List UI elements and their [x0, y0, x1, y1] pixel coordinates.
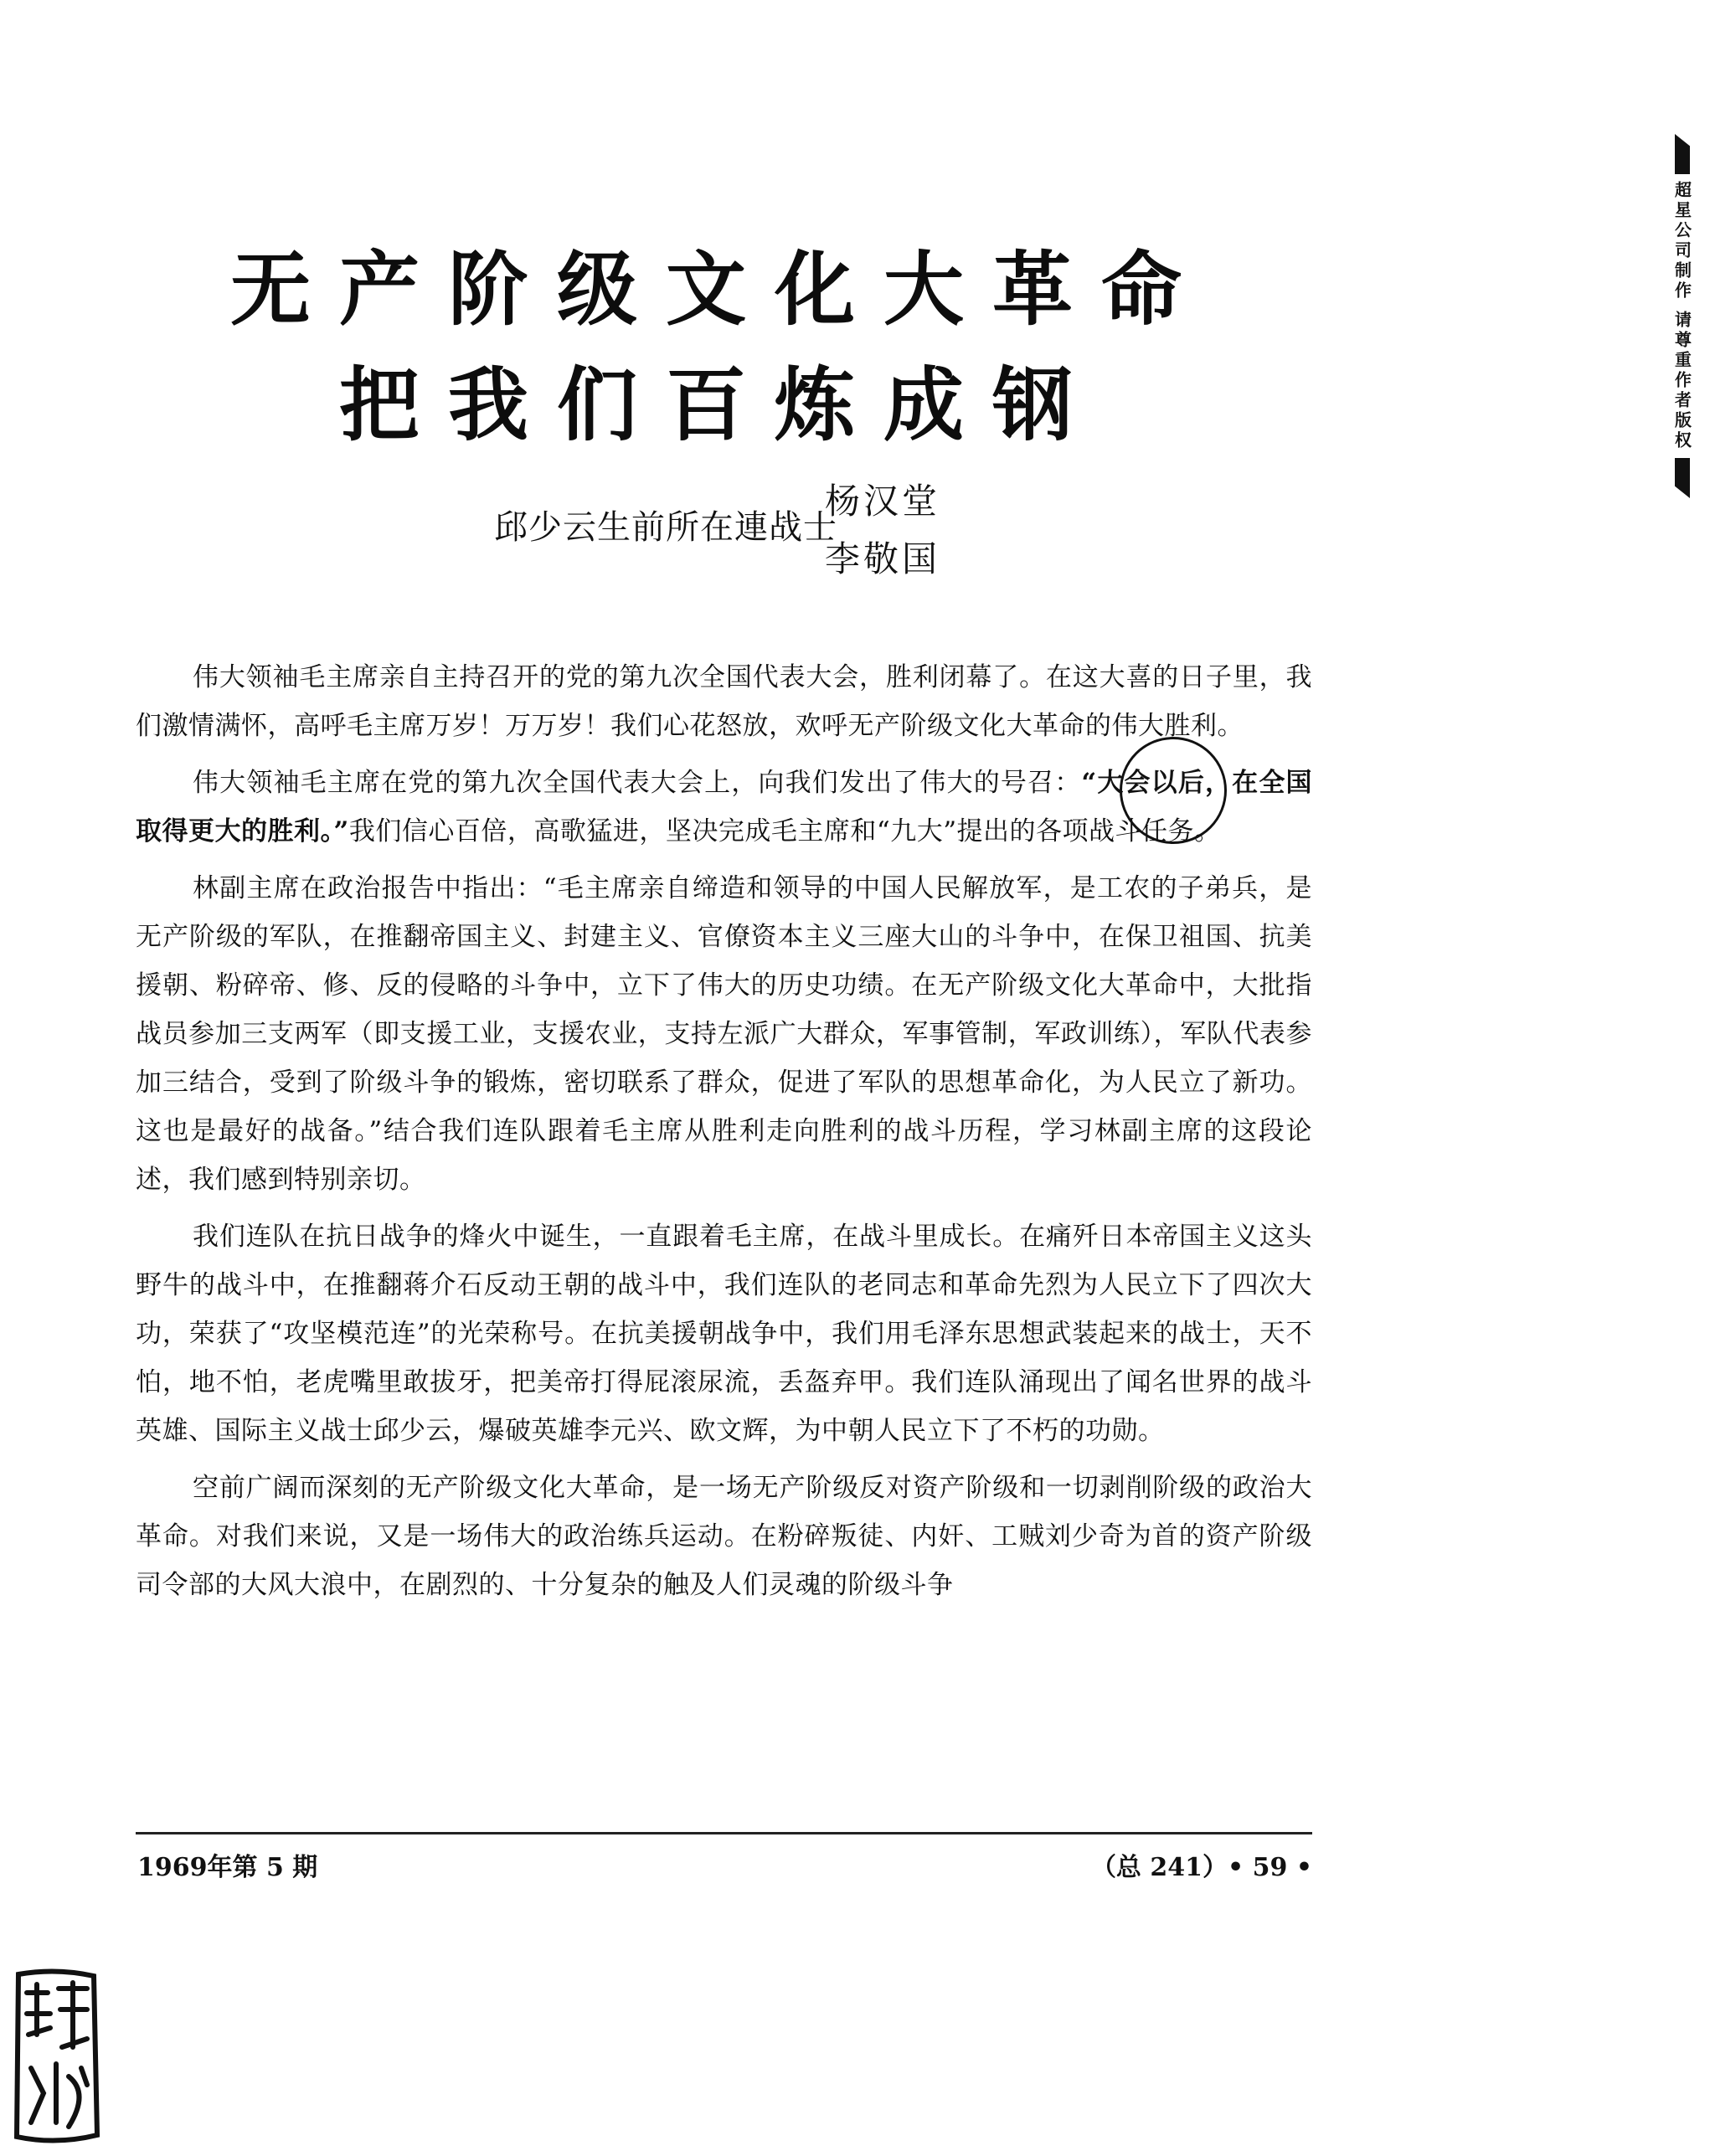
copyright-notice: 超星公司制作 请尊重作者版权	[1671, 181, 1692, 451]
emphasized-quote: “大会以后，在全国取得更大的胜利。”	[136, 768, 1312, 846]
sidebar-bar-icon	[1675, 134, 1690, 174]
author-name: 李敬国	[825, 538, 941, 579]
paragraph: 我们连队在抗日战争的烽火中诞生，一直跟着毛主席，在战斗里成长。在痛歼日本帝国主义这头野牛的战斗中，在推翻蒋介石反动王朝的战斗中，我们连队的老同志和革命先烈为人民立下了四次大功，荣获了“攻坚模范连”的光荣称号。在抗美援朝战争中，我们用毛泽东思想武装起来的战士，天不怕，地不怕，老虎嘴里敢拔牙，把美帝打得屁滚尿流，丢盔弃甲。我们连队涌现出了闻名世界的战斗英雄、国际主义战士邱少云，爆破英雄李元兴、欧文辉，为中朝人民立下了不朽的功勋。	[136, 1222, 1312, 1446]
sidebar-bar-icon	[1675, 458, 1690, 498]
paragraph: 林副主席在政治报告中指出：“毛主席亲自缔造和领导的中国人民解放军，是工农的子弟兵，是无产阶级的军队，在推翻帝国主义、封建主义、官僚资本主义三座大山的斗争中，在保卫祖国、抗美援朝、粉碎帝、修、反的侵略的斗争中，立下了伟大的历史功绩。在无产阶级文化大革命中，大批指战员参加三支两军（即支援工业，支援农业，支持左派广大群众，军事管制，军政训练），军队代表参加三结合，受到了阶级斗争的锻炼，密切联系了群众，促进了军队的思想革命化，为人民立了新功。这也是最好的战备。”结合我们连队跟着毛主席从胜利走向胜利的战斗历程，学习林副主席的这段论述，我们感到特别亲切。	[136, 873, 1312, 1195]
article-title-line1: 无产阶级文化大革命	[230, 243, 1210, 337]
issue-label: 1969年第 5 期	[137, 1853, 318, 1882]
article-title-line2: 把我们百炼成钢	[339, 358, 1101, 452]
page-number: （总 241）• 59 •	[1090, 1853, 1312, 1882]
copyright-sidebar	[1662, 134, 1702, 498]
footer-rule	[136, 1832, 1312, 1834]
circle-mark	[1120, 737, 1227, 844]
seal-stamp-icon	[10, 1968, 102, 2148]
paragraph: 伟大领袖毛主席亲自主持召开的党的第九次全国代表大会，胜利闭幕了。在这大喜的日子里，我们激情满怀，高呼毛主席万岁！万万岁！我们心花怒放，欢呼无产阶级文化大革命的伟大胜利。	[136, 662, 1312, 741]
paragraph: 空前广阔而深刻的无产阶级文化大革命，是一场无产阶级反对资产阶级和一切剥削阶级的政治大革命。对我们来说，又是一场伟大的政治练兵运动。在粉碎叛徒、内奸、工贼刘少奇为首的资产阶级司令部的大风大浪中，在剧烈的、十分复杂的触及人们灵魂的阶级斗争	[136, 1473, 1312, 1600]
paragraph-text: 我们信心百倍，高歌猛进，坚决完成毛主席和“九大”提出的各项战斗任务。	[348, 816, 1221, 846]
paragraph-text: 伟大领袖毛主席在党的第九次全国代表大会上，向我们发出了伟大的号召：	[193, 768, 1082, 798]
byline-unit: 邱少云生前所在連战士	[494, 508, 837, 547]
author-name: 杨汉堂	[825, 481, 941, 522]
